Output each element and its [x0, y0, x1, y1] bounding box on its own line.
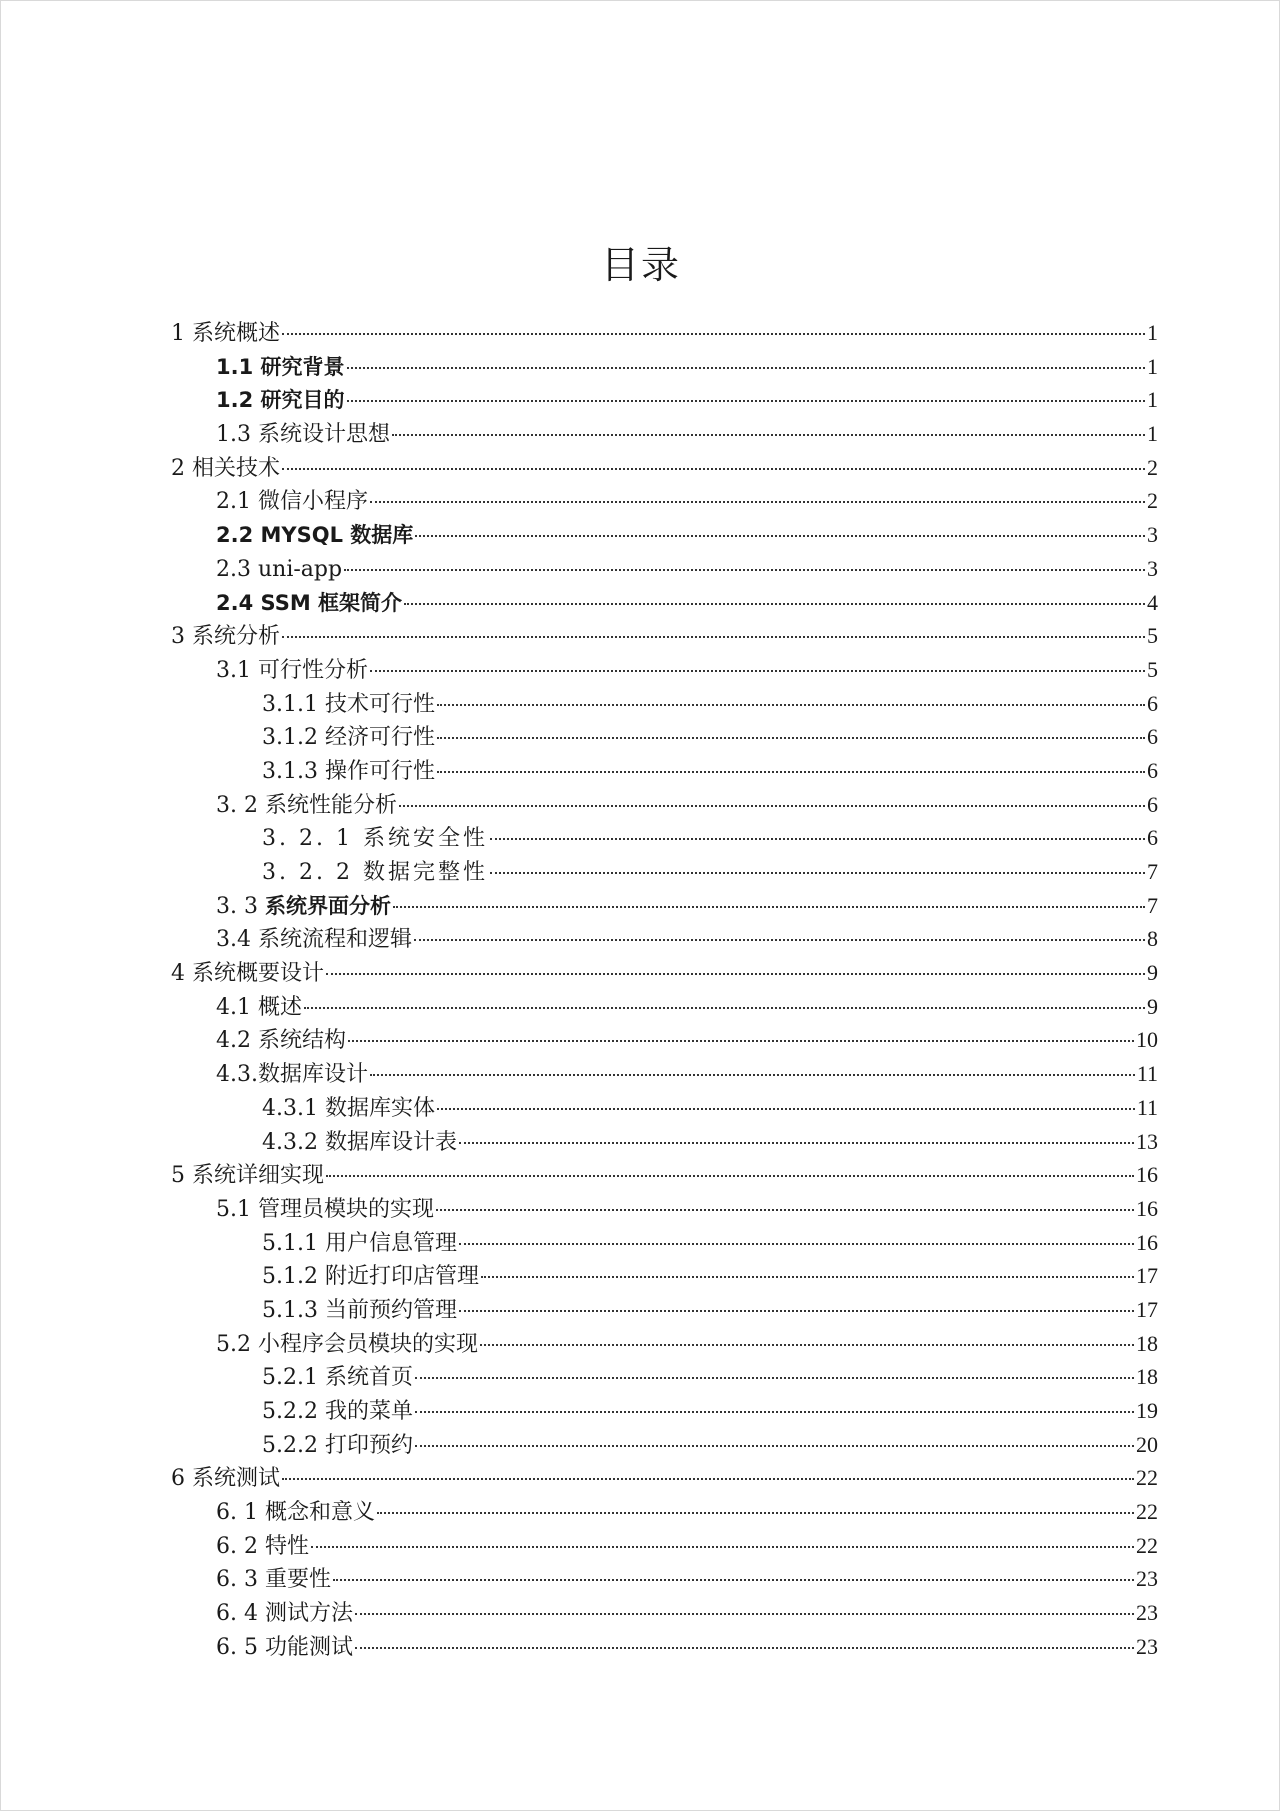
toc-entry-page-number: 23: [1136, 1633, 1158, 1659]
dot-leader: [414, 939, 1145, 941]
toc-entry[interactable]: [171, 619, 1158, 653]
toc-entry-page-number: 19: [1136, 1398, 1158, 1423]
dot-leader: [404, 603, 1145, 605]
dot-leader: [459, 1243, 1134, 1245]
toc-entry[interactable]: [171, 552, 1158, 586]
dot-leader: [347, 367, 1145, 369]
toc-entry-label: 2 相关技术: [171, 455, 280, 481]
toc-entry[interactable]: [171, 316, 1158, 350]
toc-entry-label: 3. 2. 2 数据完整性: [262, 860, 488, 885]
toc-entry[interactable]: [171, 1023, 1158, 1057]
toc-entry-page-number: 3: [1147, 555, 1158, 581]
toc-entry-page-number: 13: [1136, 1128, 1158, 1154]
toc-entry-page-number: 16: [1136, 1229, 1158, 1255]
toc-entry[interactable]: [171, 383, 1158, 417]
toc-entry[interactable]: [171, 350, 1158, 384]
toc-entry-page-number: 22: [1136, 1465, 1158, 1491]
dot-leader: [415, 1411, 1134, 1413]
dot-leader: [415, 535, 1145, 537]
toc-entry-label: 3. 2 系统性能分析: [216, 792, 397, 818]
toc-entry[interactable]: [171, 687, 1158, 721]
toc-entry[interactable]: [171, 1529, 1158, 1563]
toc-entry-page-number: 8: [1147, 926, 1158, 952]
toc-entry-page-number: 5: [1147, 623, 1158, 649]
dot-leader: [370, 1074, 1135, 1076]
toc-entry-label: 2.1 微信小程序: [216, 489, 368, 515]
toc-entry-label: 4 系统概要设计: [171, 961, 324, 987]
toc-entry-label: 5.1.1 用户信息管理: [262, 1230, 457, 1256]
toc-entry[interactable]: [171, 1596, 1158, 1630]
dot-leader: [347, 400, 1145, 402]
toc-entry-label: 4.1 概述: [216, 994, 302, 1020]
toc-entry-page-number: 11: [1136, 1094, 1158, 1120]
toc-entry[interactable]: [171, 1226, 1158, 1260]
dot-leader: [326, 973, 1145, 975]
dot-leader: [437, 704, 1145, 706]
dot-leader: [344, 569, 1145, 571]
toc-entry-page-number: 7: [1147, 859, 1158, 884]
toc-entry-page-number: 6: [1147, 791, 1158, 817]
dot-leader: [437, 771, 1145, 773]
dot-leader: [393, 906, 1145, 908]
dot-leader: [370, 670, 1145, 672]
dot-leader: [459, 1142, 1134, 1144]
toc-entry[interactable]: [171, 1461, 1158, 1495]
toc-entry-label: 6. 4 测试方法: [216, 1601, 353, 1627]
toc-entry[interactable]: [171, 1394, 1158, 1428]
toc-entry-label: 5.1 管理员模块的实现: [216, 1196, 434, 1222]
toc-entry-page-number: 6: [1147, 690, 1158, 716]
toc-entry[interactable]: [171, 788, 1158, 822]
dot-leader: [282, 333, 1145, 335]
toc-entry-page-number: 3: [1147, 522, 1158, 548]
toc-entry-page-number: 6: [1147, 757, 1158, 783]
toc-entry-label: 5.2 小程序会员模块的实现: [216, 1331, 478, 1357]
toc-entry-label: 5.2.2 打印预约: [262, 1432, 413, 1458]
toc-entry-label: 6 系统测试: [171, 1466, 280, 1492]
toc-entry-label: 1.3 系统设计思想: [216, 422, 390, 448]
dot-leader: [415, 1377, 1134, 1379]
toc-entry[interactable]: [171, 1158, 1158, 1192]
toc-entry-page-number: 11: [1136, 1061, 1158, 1087]
dot-leader: [490, 838, 1145, 840]
toc-entry-page-number: 10: [1136, 1027, 1158, 1053]
dot-leader: [333, 1579, 1134, 1581]
toc-entry-page-number: 1: [1147, 353, 1158, 379]
dot-leader: [304, 1007, 1145, 1009]
dot-leader: [392, 434, 1145, 436]
toc-entry-page-number: 1: [1147, 421, 1158, 447]
toc-entry-label: 2.2 MYSQL 数据库: [216, 523, 414, 548]
dot-leader: [437, 1108, 1135, 1110]
dot-leader: [415, 1445, 1134, 1447]
toc-entry-page-number: 2: [1147, 454, 1158, 480]
toc-entry[interactable]: [171, 1057, 1158, 1091]
toc-entry-page-number: 22: [1136, 1499, 1158, 1525]
toc-entry-page-number: 20: [1136, 1431, 1158, 1457]
toc-entry[interactable]: [171, 855, 1158, 889]
dot-leader: [370, 501, 1145, 503]
toc-entry-label: 3.4 系统流程和逻辑: [216, 927, 412, 953]
toc-entry[interactable]: [171, 922, 1158, 956]
toc-entry-page-number: 16: [1136, 1195, 1158, 1221]
toc-entry-label: 5.1.2 附近打印店管理: [262, 1264, 479, 1290]
toc-entry-label: 2.3 uni-app: [216, 556, 343, 582]
toc-entry[interactable]: [171, 1428, 1158, 1462]
toc-entry-label: 3. 2. 1 系统安全性: [262, 826, 488, 852]
toc-entry[interactable]: [171, 1091, 1158, 1125]
toc-entry[interactable]: [171, 417, 1158, 451]
toc-entry[interactable]: [171, 1495, 1158, 1529]
toc-entry-page-number: 17: [1136, 1296, 1158, 1322]
toc-entry[interactable]: [171, 754, 1158, 788]
toc-entry[interactable]: [171, 889, 1158, 923]
toc-entry-label: 6. 3 重要性: [216, 1567, 331, 1593]
dot-leader: [355, 1613, 1134, 1615]
dot-leader: [355, 1647, 1134, 1649]
toc-entry-page-number: 23: [1136, 1600, 1158, 1626]
toc-entry-page-number: 17: [1136, 1263, 1158, 1289]
dot-leader: [399, 805, 1145, 807]
toc-entry-page-number: 1: [1147, 387, 1158, 413]
toc-entry-label: 4.3.1 数据库实体: [262, 1095, 435, 1121]
dot-leader: [326, 1175, 1134, 1177]
toc-entry-label: 4.2 系统结构: [216, 1028, 346, 1054]
dot-leader: [348, 1040, 1134, 1042]
dot-leader: [282, 636, 1145, 638]
toc-entry-label: 3 系统分析: [171, 624, 280, 650]
toc-entry-label: 5.2.1 系统首页: [262, 1365, 413, 1391]
toc-entry-label: 6. 5 功能测试: [216, 1634, 353, 1660]
toc-entry-page-number: 16: [1136, 1162, 1158, 1188]
toc-entry-label: 5.1.3 当前预约管理: [262, 1297, 457, 1323]
dot-leader: [490, 872, 1145, 874]
toc-entry-page-number: 9: [1147, 960, 1158, 986]
toc-entry[interactable]: [171, 990, 1158, 1024]
toc-entry-label: 3. 3 系统界面分析: [216, 893, 391, 919]
toc-entry[interactable]: [171, 1562, 1158, 1596]
toc-entry-page-number: 6: [1147, 825, 1158, 851]
toc-entry[interactable]: [171, 821, 1158, 855]
toc-entry-page-number: 18: [1136, 1364, 1158, 1390]
toc-entry-page-number: 9: [1147, 993, 1158, 1019]
dot-leader: [311, 1546, 1134, 1548]
dot-leader: [282, 468, 1145, 470]
toc-entry-page-number: 7: [1147, 892, 1158, 918]
toc-entry-page-number: 6: [1147, 724, 1158, 750]
toc-entry[interactable]: [171, 1360, 1158, 1394]
dot-leader: [437, 737, 1145, 739]
toc-entry-label: 4.3.数据库设计: [216, 1062, 368, 1088]
toc-entry-page-number: 2: [1147, 488, 1158, 514]
toc-entry-label: 6. 1 概念和意义: [216, 1500, 375, 1526]
toc-entry-page-number: 23: [1136, 1566, 1158, 1592]
dot-leader: [480, 1344, 1134, 1346]
dot-leader: [377, 1512, 1134, 1514]
toc-entry-label: 5 系统详细实现: [171, 1163, 324, 1189]
toc-entry-label: 6. 2 特性: [216, 1533, 309, 1559]
dot-leader: [282, 1478, 1134, 1480]
toc-entry-page-number: 18: [1136, 1330, 1158, 1356]
dot-leader: [481, 1276, 1134, 1278]
toc-entry-label: 2.4 SSM 框架简介: [216, 590, 403, 615]
toc-entry-label: 3.1.3 操作可行性: [262, 758, 435, 784]
toc-entry-label: 1 系统概述: [171, 321, 280, 346]
toc-title: 目录: [600, 243, 681, 287]
dot-leader: [459, 1310, 1134, 1312]
toc-entry[interactable]: [171, 1327, 1158, 1361]
toc-entry[interactable]: [171, 956, 1158, 990]
toc-entry[interactable]: [171, 1630, 1158, 1664]
toc-entry-label: 3.1.2 经济可行性: [262, 725, 435, 751]
dot-leader: [436, 1209, 1134, 1211]
toc-entry-label: 3.1 可行性分析: [216, 657, 368, 683]
toc-entry-page-number: 1: [1147, 320, 1158, 345]
toc-entry[interactable]: [171, 1293, 1158, 1327]
toc-entry[interactable]: [171, 1192, 1158, 1226]
toc-entry-page-number: 22: [1136, 1532, 1158, 1558]
toc-entry-page-number: 5: [1147, 656, 1158, 682]
toc-entry[interactable]: [171, 451, 1158, 485]
toc-entry[interactable]: [171, 586, 1158, 620]
toc-entry[interactable]: [171, 1125, 1158, 1159]
toc-entry-label: 3.1.1 技术可行性: [262, 691, 435, 717]
toc-entry-label: 4.3.2 数据库设计表: [262, 1129, 457, 1155]
toc-entry-label: 1.2 研究目的: [216, 388, 345, 413]
toc-list: [171, 316, 1158, 1664]
toc-entry-label: 1.1 研究背景: [216, 354, 345, 379]
toc-entry-page-number: 4: [1147, 589, 1158, 615]
toc-entry[interactable]: [171, 1259, 1158, 1293]
toc-entry[interactable]: [171, 518, 1158, 552]
toc-entry[interactable]: [171, 653, 1158, 687]
toc-entry[interactable]: [171, 484, 1158, 518]
toc-entry[interactable]: [171, 720, 1158, 754]
toc-entry-label: 5.2.2 我的菜单: [262, 1399, 413, 1424]
